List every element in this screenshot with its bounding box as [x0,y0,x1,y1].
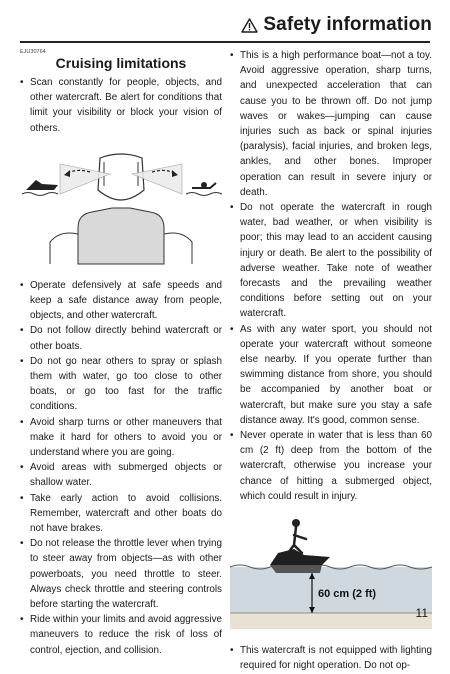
visibility-illustration [20,150,222,264]
bullet-list-right-bottom [230,643,432,673]
list-item: • Take early action to avoid collisions. Remember, watercraft and other boats do not have brakes. [20,491,222,537]
list-item: • Operate defensively at safe speeds and keep a safe distance away from people, objects, and other watercraft. [20,278,222,324]
bullet-list-top [20,75,222,136]
page-header [241,14,432,36]
list-item: • As with any water sport, you should not operate your watercraft without someone else nearby. If you operate further than swimming distance from shore, you should be accompanied by another boat or watercraft, but make sure you stay a safe distance away. It's good, common sense. [230,322,432,428]
list-item: • Avoid sharp turns or other maneuvers that make it hard for others to avoid you or understand where you are going. [20,415,222,461]
list-item: • Do not follow directly behind watercraft or other boats. [20,323,222,353]
header-title: Safety information [263,14,432,35]
bullet-list-right-top [230,48,432,504]
list-item: • This watercraft is not equipped with lighting required for night operation. Do not op- [230,643,432,673]
list-item: • Ride within your limits and avoid aggressive maneuvers to reduce the risk of loss of control, ejection, and collision. [20,612,222,658]
section-code: EJU30764 [20,49,46,55]
right-column [230,48,432,674]
list-item: • Do not go near others to spray or splash them with water, go too close to other boats, or go too fast for the traffic conditions. [20,354,222,415]
list-item: • Never operate in water that is less than 60 cm (2 ft) deep from the bottom of the watercraft, otherwise you increase your chance of hitting a submerged object, which could result in injury. [230,428,432,504]
depth-illustration [230,513,432,629]
warning-triangle-icon [241,18,258,33]
section-title: Cruising limitations [55,55,187,71]
list-item: • Do not operate the watercraft in rough water, bad weather, or when visibility is poor; this may lead to an accident causing injury or death. Be alert to the possibility of adverse weather. Take note of weather forecasts and the prevailing weather conditions before setting out on your watercraft. [230,200,432,322]
list-item: • This is a high performance boat—not a toy. Avoid aggressive operation, sharp turns, and unexpected acceleration that can cause you to be thrown off. Do not jump waves or wakes—jumping can cause injuries such as back or spinal injuries (paralysis), facial injuries, and broken legs, ankles, and other bones. Improper operation can result in severe injury or death. [230,48,432,200]
list-item: • Scan constantly for people, objects, and other watercraft. Be alert for conditions that limit your visibility or block your vision of others. [20,75,222,136]
bullet-list-bottom [20,278,222,658]
list-item: • Do not release the throttle lever when trying to steer away from objects—as with other powerboats, you need throttle to steer. Always check throttle and steering controls before starting the watercraft. [20,536,222,612]
header-rule [20,41,430,43]
depth-label: 60 cm (2 ft) [318,588,377,601]
left-column [20,48,222,658]
list-item: • Avoid areas with submerged objects or shallow water. [20,460,222,490]
page-number: 11 [415,606,428,620]
